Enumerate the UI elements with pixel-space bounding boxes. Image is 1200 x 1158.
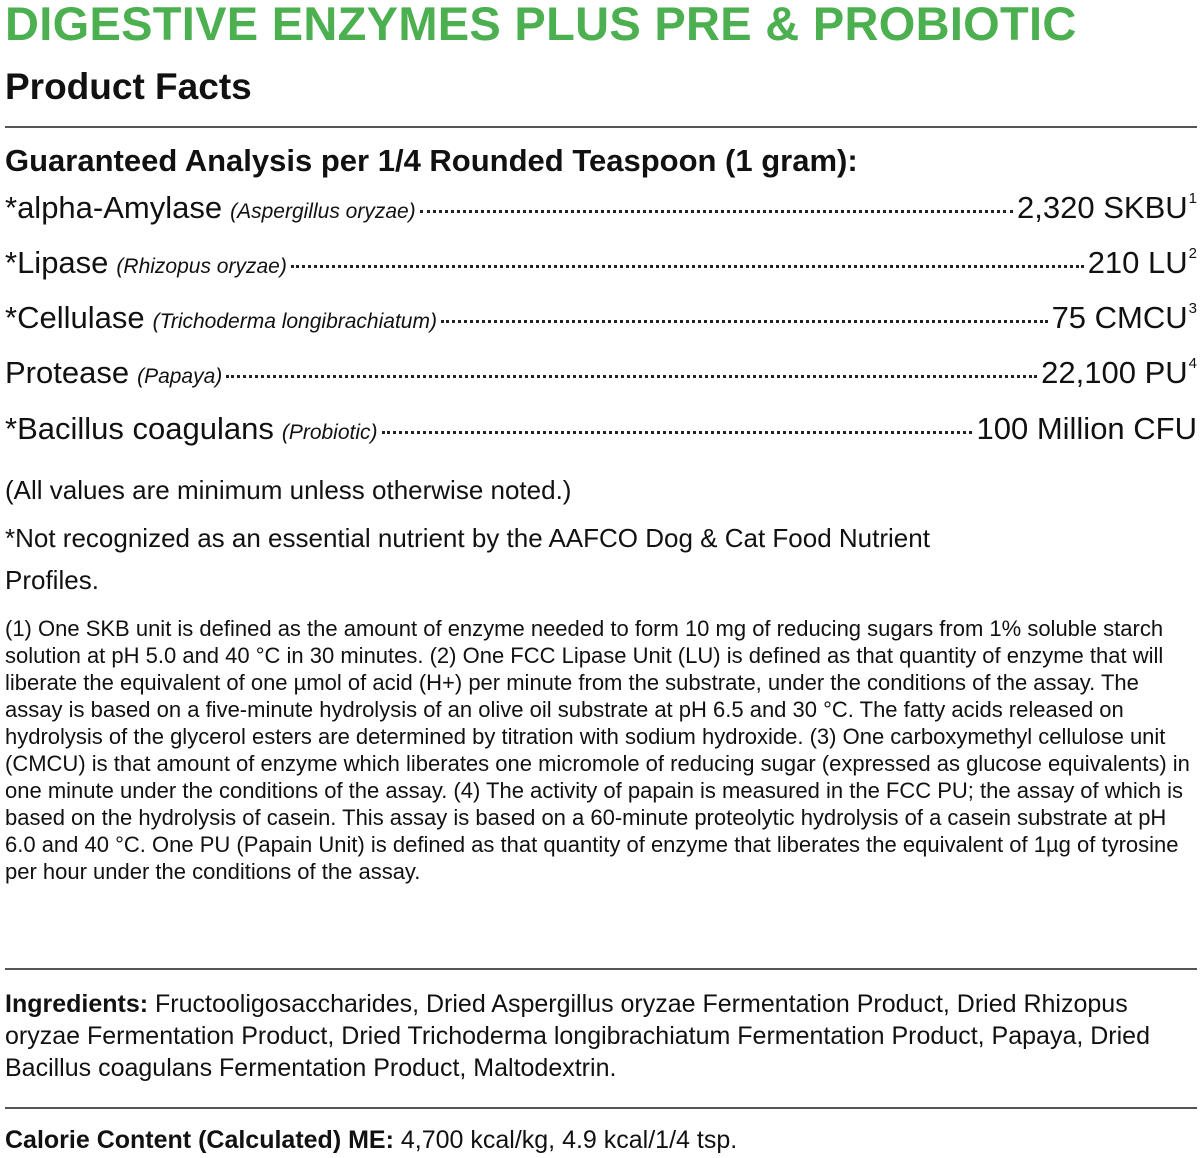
analysis-row-protease: [5, 355, 1197, 395]
dot-leader: [420, 194, 1013, 213]
analysis-row-bacillus-coagulans: [5, 411, 1197, 451]
value-text: 22,100 PU: [1041, 355, 1188, 390]
row-value: [1088, 245, 1197, 281]
row-name: *Cellulase: [5, 300, 145, 335]
value-text: 2,320 SKBU: [1017, 190, 1188, 225]
dot-leader: [382, 415, 973, 434]
analysis-heading: Guaranteed Analysis per 1/4 Rounded Teaspoon (1 gram):: [5, 143, 858, 178]
footnote-ref: 4: [1188, 354, 1197, 372]
product-title: DIGESTIVE ENZYMES PLUS PRE & PROBIOTIC: [5, 0, 1077, 50]
ingredients-block: [5, 988, 1197, 1084]
dot-leader: [291, 249, 1084, 268]
row-source: (Papaya): [137, 365, 223, 388]
analysis-row-alpha-amylase: [5, 190, 1197, 230]
ingredients-label: Ingredients:: [5, 990, 149, 1018]
unit-definitions-footnote: (1) One SKB unit is defined as the amount of enzyme needed to form 10 mg of reducing sugars from 1% soluble starch solution at pH 5.0 and 40 °C in 30 minutes. (2) One FCC Lipase Unit (LU) is defined as that quantity of enzyme that will liberate the equivalent of one µmol of acid (H+) per minute from the substrate, under the conditions of the assay. The assay is based on a five-minute hydrolysis of an olive oil substrate at pH 6.5 and 30 °C. The fatty acids released on hydrolysis of the glycerol esters are determined by titration with sodium hydroxide. (3) One carboxymethyl cellulose unit (CMCU) is that amount of enzyme which liberates one micromole of reducing sugar (expressed as glucose equivalents) in one minute under the conditions of the assay. (4) The activity of papain is measured in the FCC PU; the assay of which is based on the hydrolysis of casein. This assay is based on a 60-minute proteolytic hydrolysis of a casein substrate at pH 6.0 and 40 °C. One PU (Papain Unit) is defined as that quantity of enzyme that liberates the equivalent of 1µg of tyrosine per hour under the conditions of the assay.: [5, 616, 1190, 884]
row-name: Protease: [5, 355, 130, 390]
analysis-row-cellulase: [5, 300, 1197, 340]
row-value: [976, 411, 1197, 447]
calorie-content: [5, 1124, 1197, 1156]
calorie-text: 4,700 kcal/kg, 4.9 kcal/1/4 tsp.: [393, 1126, 738, 1154]
row-value: [1017, 190, 1197, 226]
row-source: (Trichoderma longibrachiatum): [152, 310, 437, 333]
footnote-ref: 3: [1188, 299, 1197, 317]
divider: [5, 126, 1197, 128]
minimum-values-note: (All values are minimum unless otherwise noted.): [5, 475, 572, 505]
section-title: Product Facts: [5, 66, 252, 107]
analysis-row-lipase: [5, 245, 1197, 285]
divider: [5, 1107, 1197, 1109]
value-text: 75 CMCU: [1051, 300, 1188, 335]
calorie-label: Calorie Content (Calculated) ME:: [5, 1126, 394, 1154]
value-text: 100 Million CFU: [976, 411, 1197, 446]
divider: [5, 968, 1197, 970]
row-source: (Probiotic): [281, 421, 378, 444]
footnote-ref: 1: [1188, 189, 1197, 207]
ingredients-text: Fructooligosaccharides, Dried Aspergillus oryzae Fermentation Product, Dried Rhizopus oryzae Fermentation Product, Dried Trichoderma longibrachiatum Fermentation Product, Papaya, Dried Bacillus coagulans Fermentation Product, Maltodextrin.: [5, 990, 1150, 1082]
row-name: *Bacillus coagulans: [5, 411, 274, 446]
row-value: [1041, 355, 1197, 391]
row-value: [1052, 300, 1197, 336]
value-text: 210 LU: [1087, 245, 1188, 280]
aafco-note: *Not recognized as an essential nutrient by the AAFCO Dog & Cat Food Nutrient Profiles.: [5, 523, 930, 595]
row-source: (Aspergillus oryzae): [230, 200, 416, 223]
dot-leader: [226, 359, 1037, 378]
dot-leader: [441, 304, 1048, 323]
footnote-ref: 2: [1188, 244, 1197, 262]
row-name: *alpha-Amylase: [5, 190, 223, 225]
row-name: *Lipase: [5, 245, 109, 280]
row-source: (Rhizopus oryzae): [116, 255, 287, 278]
